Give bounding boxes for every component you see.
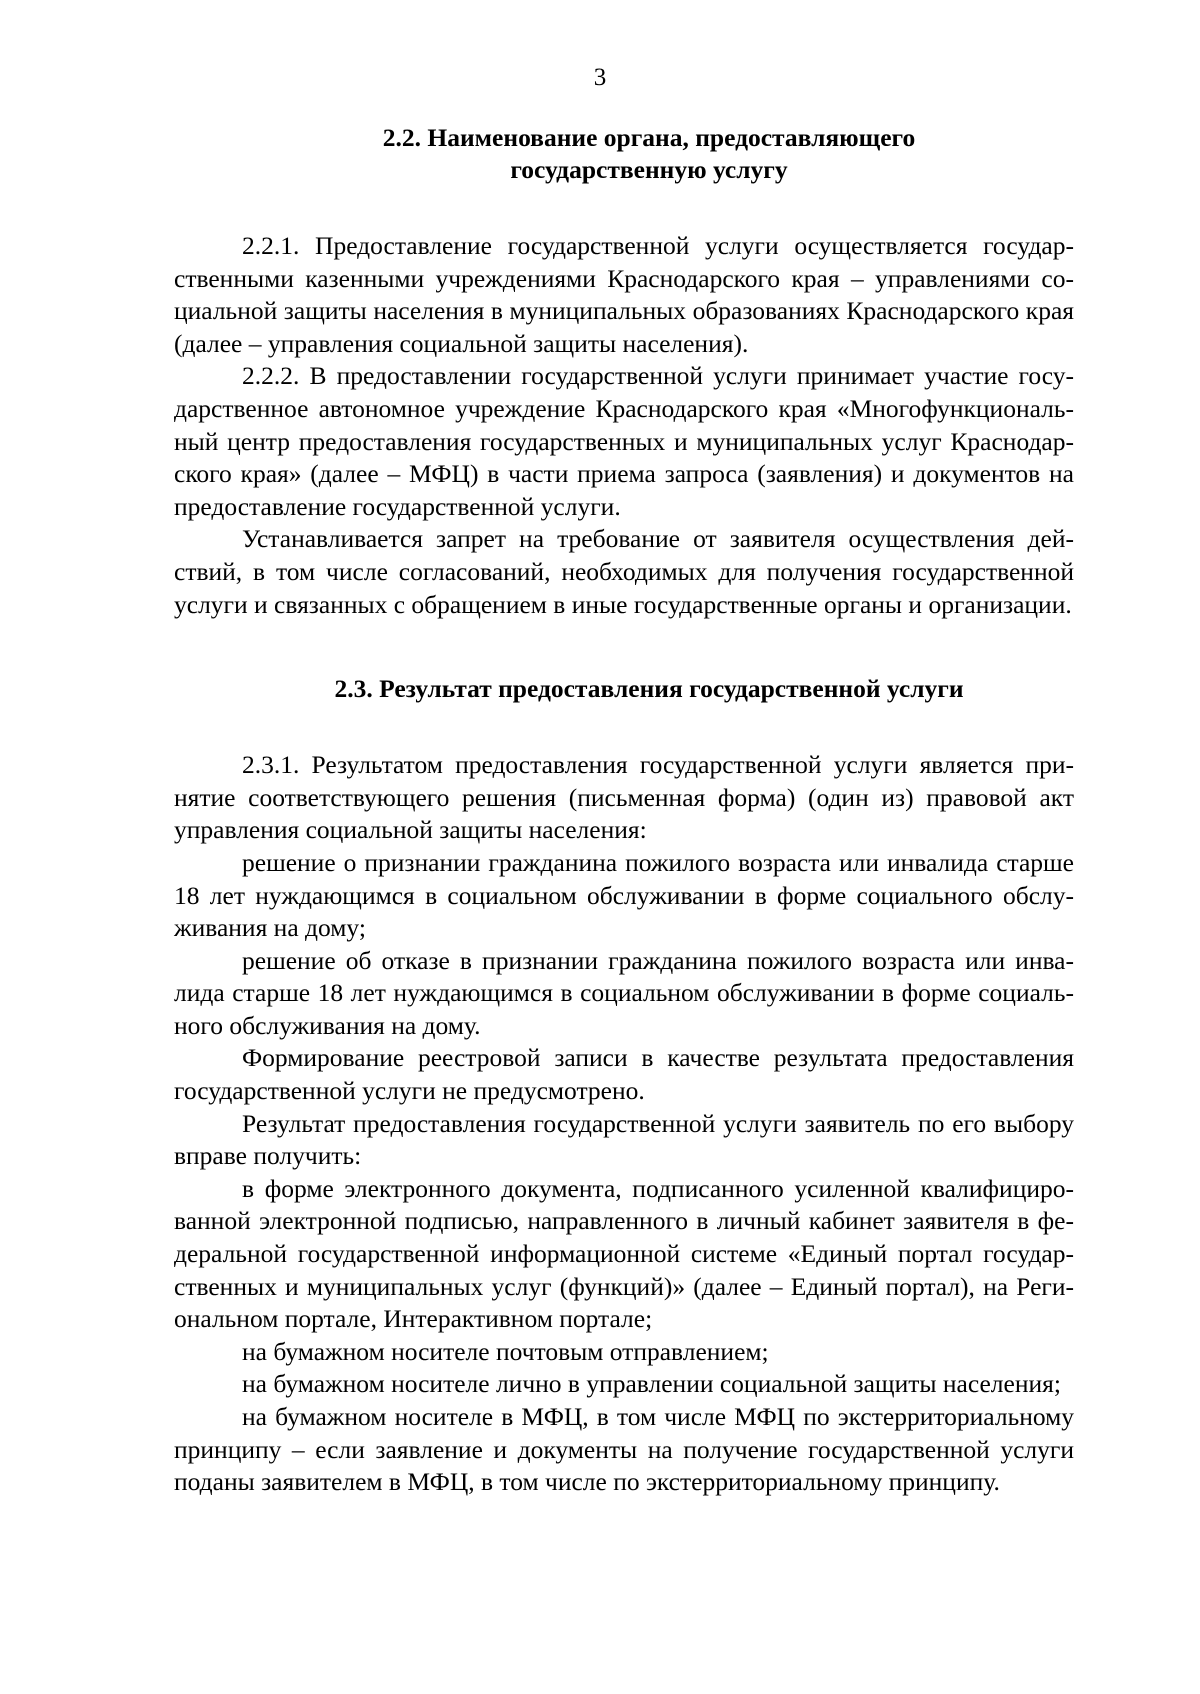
paragraph-2-3-1: 2.3.1. Результатом предоставления государственной услуги является принятие соответствующего решения (письменная форма) (один из) правовой акт управления социальной защиты населения: (174, 750, 1074, 845)
document-content (174, 122, 1074, 1499)
section-2-2-heading-line-2: государственную услугу (510, 155, 788, 184)
paragraph-registry-record: Формирование реестровой записи в качестве результата предоставления государственной услуги не предусмотрено. (174, 1043, 1074, 1106)
section-2-2-body (174, 230, 1074, 621)
paragraph-2-2-2: 2.2.2. В предоставлении государственной услуги принимает участие государственное автономное учреждение Краснодарского края «Многофункциональный центр предоставления государственных и муниципальных услуг Краснодарского края» (далее – МФЦ) в части приема запроса (заявления) и документов на предоставление государственной услуги. (174, 361, 1074, 521)
paragraph-2-2-1: 2.2.1. Предоставление государственной услуги осуществляется государственными казенными учреждениями Краснодарского края – управлениями социальной защиты населения в муниципальных образованиях Краснодарского края (далее – управления социальной защиты населения). (174, 231, 1074, 358)
paragraph-decision-refusal: решение об отказе в признании гражданина пожилого возраста или инвалида старше 18 лет нуждающимся в социальном обслуживании в форме социального обслуживания на дому. (174, 945, 1074, 1040)
paragraph-decision-recognition: решение о признании гражданина пожилого возраста или инвалида старше 18 лет нуждающимся в социальном обслуживании в форме социального обслуживания на дому; (174, 847, 1074, 943)
paragraph-electronic-document: в форме электронного документа, подписанного усиленной квалифицированной электронной подписью, направленного в личный кабинет заявителя в федеральной государственной информационной системе «Единый портал государственных и муниципальных услуг (функций)» (далее – Единый портал), на Региональном портале, Интерактивном портале; (174, 1173, 1074, 1334)
paragraph-in-person: на бумажном носителе лично в управлении социальной защиты населения; (242, 1369, 1061, 1399)
section-2-3-heading: 2.3. Результат предоставления государственной услуги (334, 674, 964, 704)
section-2-3-body (174, 749, 1074, 1499)
page-number: 3 (593, 64, 607, 91)
section-2-2-heading-line-1: 2.2. Наименование органа, предоставляющего (382, 123, 916, 152)
paragraph-mfc: на бумажном носителе в МФЦ, в том числе МФЦ по экстерриториальному принципу – если заявление и документы на получение государственной услуги поданы заявителем в МФЦ, в том числе по экстерриториальному принципу. (174, 1402, 1074, 1497)
paragraph-prohibition: Устанавливается запрет на требование от заявителя осуществления действий, в том числе согласований, необходимых для получения государственной услуги и связанных с обращением в иные государственные органы и организации. (174, 524, 1074, 619)
section-2-2-heading (224, 122, 1074, 186)
paragraph-postal: на бумажном носителе почтовым отправлением; (242, 1336, 769, 1366)
paragraph-result-options: Результат предоставления государственной услуги заявитель по его выбору вправе получить: (174, 1108, 1074, 1171)
